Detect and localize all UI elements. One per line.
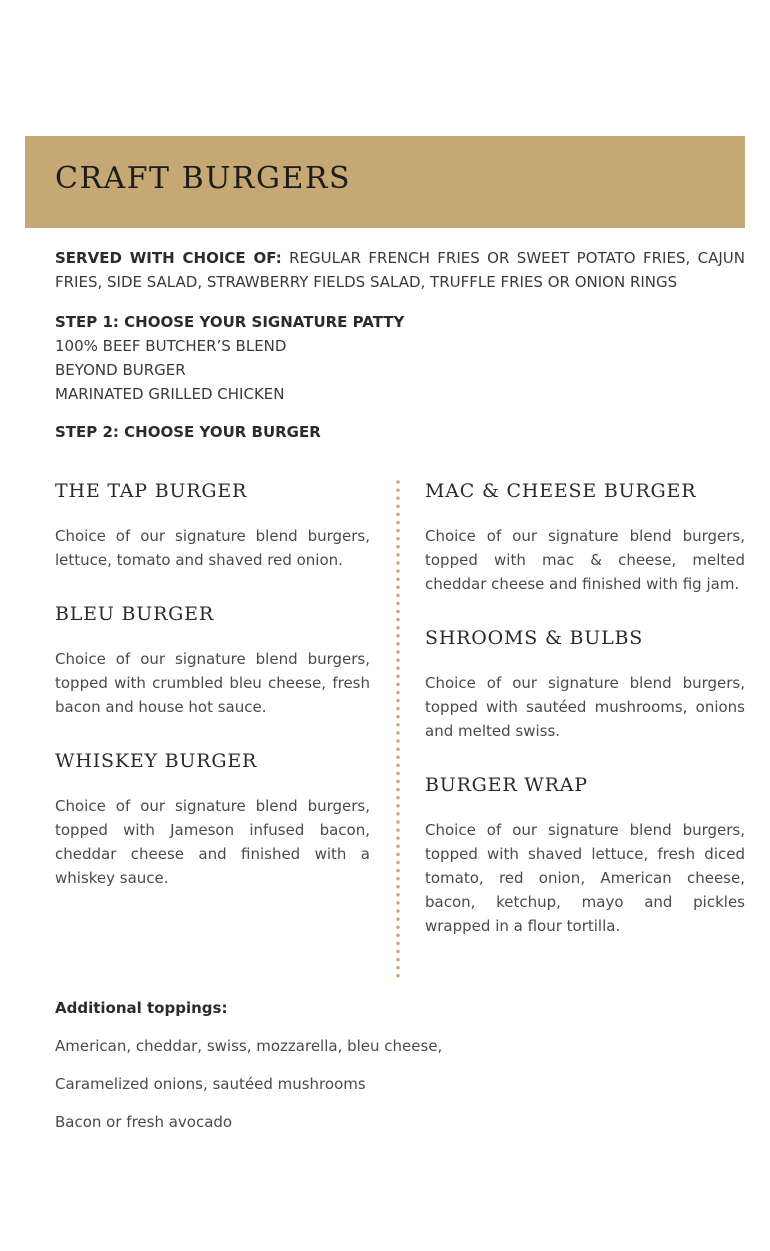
menu-item (55, 478, 370, 572)
patty-list (55, 334, 745, 406)
patty-option: BEYOND BURGER (55, 361, 186, 379)
step-1-patty (55, 310, 745, 406)
menu-column-left (55, 478, 370, 919)
menu-item-description: Choice of our signature blend burgers, topped with sautéed mushrooms, onions and melted swiss. (425, 674, 745, 740)
toppings-list (55, 1034, 745, 1134)
patty-option: MARINATED GRILLED CHICKEN (55, 385, 285, 403)
menu-column-right (425, 478, 745, 967)
menu-item (55, 601, 370, 719)
menu-item-name: THE TAP BURGER (55, 480, 248, 502)
sides-note-text: REGULAR FRENCH FRIES OR SWEET POTATO FRIES, CAJUN FRIES, SIDE SALAD, STRAWBERRY FIELDS SALAD, TRUFFLE FRIES OR ONION RINGS (55, 249, 745, 291)
menu-item-description: Choice of our signature blend burgers, lettuce, tomato and shaved red onion. (55, 527, 370, 569)
additional-toppings (55, 996, 745, 1134)
toppings-line: Caramelized onions, sautéed mushrooms (55, 1075, 366, 1093)
menu-item-description: Choice of our signature blend burgers, topped with mac & cheese, melted cheddar cheese and finished with fig jam. (425, 527, 745, 593)
patty-option: 100% BEEF BUTCHER’S BLEND (55, 337, 287, 355)
menu-item-description: Choice of our signature blend burgers, topped with crumbled bleu cheese, fresh bacon and house hot sauce. (55, 650, 370, 716)
menu-item-name: WHISKEY BURGER (55, 750, 258, 772)
menu-item (425, 772, 745, 938)
menu-item (55, 748, 370, 890)
toppings-title: Additional toppings: (55, 999, 228, 1017)
section-title: CRAFT BURGERS (55, 161, 351, 196)
sides-note-lead: SERVED WITH CHOICE OF: (55, 249, 282, 267)
menu-item-name: SHROOMS & BULBS (425, 627, 644, 649)
toppings-line: American, cheddar, swiss, mozzarella, bleu cheese, (55, 1037, 443, 1055)
dotted-column-divider (396, 478, 400, 978)
menu-item-name: MAC & CHEESE BURGER (425, 480, 697, 502)
sides-note (55, 246, 745, 294)
step-2-burger (55, 420, 321, 444)
toppings-line: Bacon or fresh avocado (55, 1113, 233, 1131)
menu-item-description: Choice of our signature blend burgers, topped with shaved lettuce, fresh diced tomato, red onion, American cheese, bacon, ketchup, mayo and pickles wrapped in a flour tortilla. (425, 821, 745, 935)
menu-item-name: BLEU BURGER (55, 603, 214, 625)
step-2-heading: STEP 2: CHOOSE YOUR BURGER (55, 423, 321, 441)
menu-item (425, 478, 745, 596)
section-banner (25, 136, 745, 228)
step-1-heading: STEP 1: CHOOSE YOUR SIGNATURE PATTY (55, 313, 405, 331)
menu-item-name: BURGER WRAP (425, 774, 588, 796)
menu-item (425, 625, 745, 743)
menu-item-description: Choice of our signature blend burgers, topped with Jameson infused bacon, cheddar cheese and finished with a whiskey sauce. (55, 797, 370, 887)
